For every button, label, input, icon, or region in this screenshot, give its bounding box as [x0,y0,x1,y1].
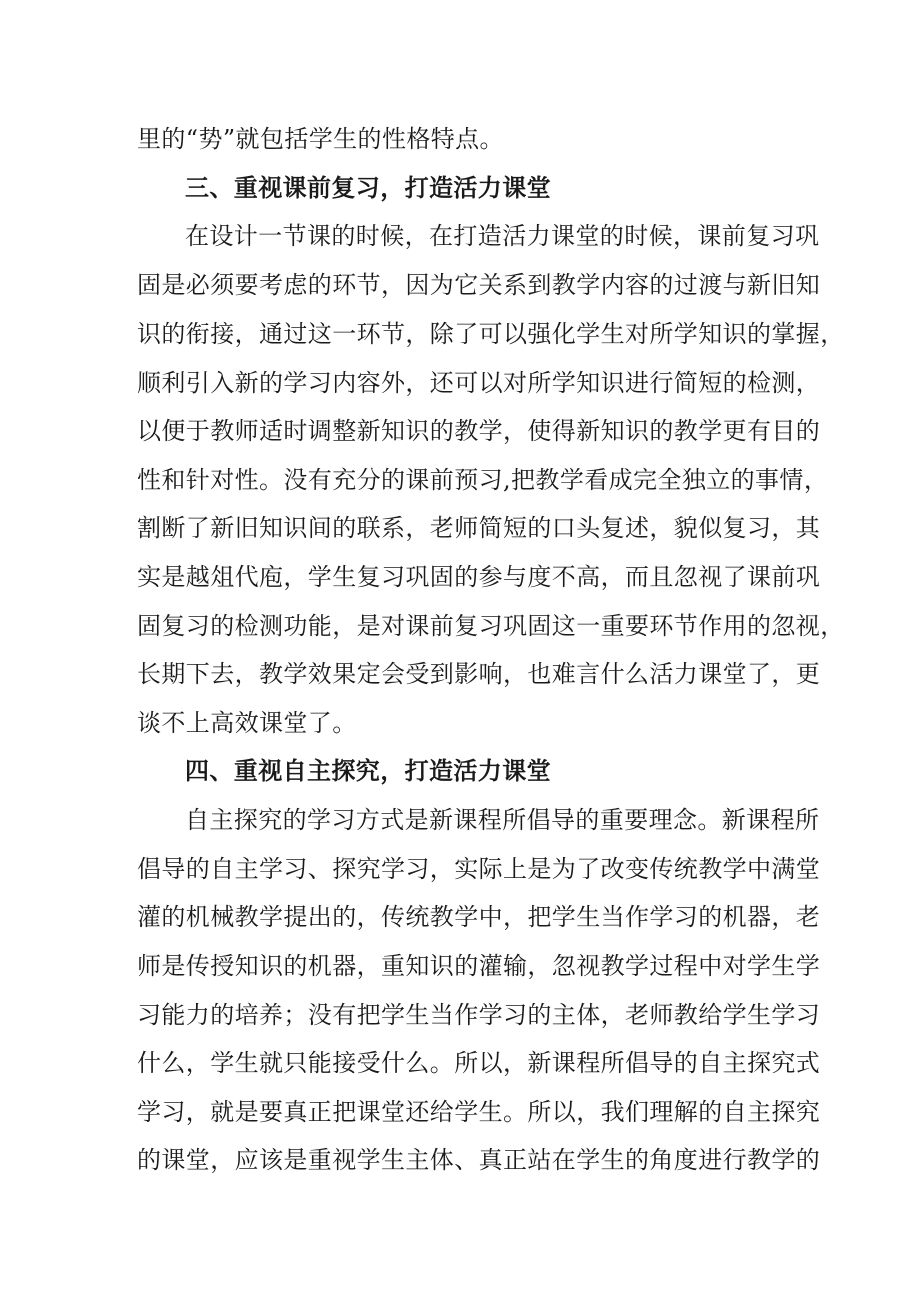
paragraph-line: 学习，就是要真正把课堂还给学生。所以，我们理解的自主探究 [137,1098,821,1126]
paragraph-line: 倡导的自主学习、探究学习，实际上是为了改变传统教学中满堂 [137,855,821,883]
paragraph-line: 识的衔接，通过这一环节，除了可以强化学生对所学知识的掌握， [137,320,845,348]
paragraph-line: 灌的机械教学提出的，传统教学中，把学生当作学习的机器，老 [137,903,821,931]
section-heading-4: 四、重视自主探究，打造活力课堂 [185,757,551,785]
paragraph-line: 长期下去，教学效果定会受到影响，也难言什么活力课堂了，更 [137,660,821,688]
paragraph-line: 性和针对性。没有充分的课前预习,把教学看成完全独立的事情， [137,466,829,494]
paragraph-line: 以便于教师适时调整新知识的教学，使得新知识的教学更有目的 [137,417,821,445]
paragraph-line: 习能力的培养；没有把学生当作学习的主体，老师教给学生学习 [137,1001,821,1029]
paragraph-line: 自主探究的学习方式是新课程所倡导的重要理念。新课程所 [185,806,820,834]
paragraph-line: 的课堂，应该是重视学生主体、真正站在学生的角度进行教学的 [137,1146,821,1174]
paragraph-line: 固复习的检测功能，是对课前复习巩固这一重要环节作用的忽视， [137,612,845,640]
paragraph-line: 割断了新旧知识间的联系，老师简短的口头复述，貌似复习，其 [137,514,821,542]
paragraph-line: 实是越俎代庖，学生复习巩固的参与度不高，而且忽视了课前巩 [137,563,821,591]
paragraph-line: 固是必须要考虑的环节，因为它关系到教学内容的过渡与新旧知 [137,271,821,299]
paragraph-line: 什么，学生就只能接受什么。所以，新课程所倡导的自主探究式 [137,1049,821,1077]
paragraph-line: 里的“势”就包括学生的性格特点。 [137,125,504,153]
section-heading-3: 三、重视课前复习，打造活力课堂 [185,174,551,202]
paragraph-line: 顺利引入新的学习内容外，还可以对所学知识进行简短的检测， [137,369,821,397]
paragraph-line: 师是传授知识的机器，重知识的灌输，忽视教学过程中对学生学 [137,952,821,980]
paragraph-line: 谈不上高效课堂了。 [137,709,357,737]
paragraph-line: 在设计一节课的时候，在打造活力课堂的时候，课前复习巩 [185,222,820,250]
